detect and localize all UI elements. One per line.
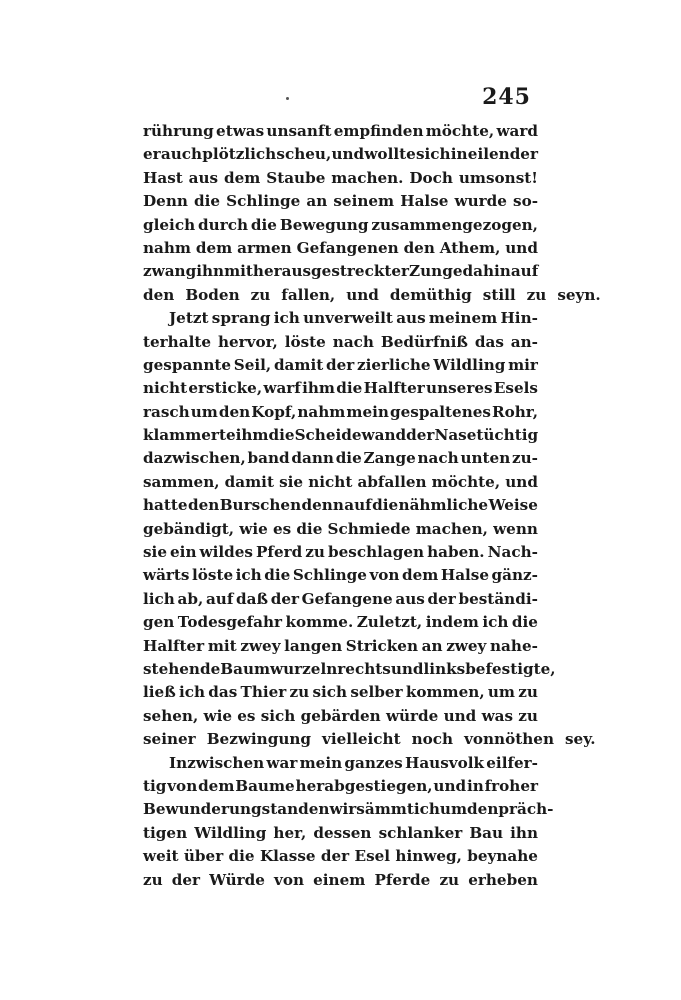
text-line: Denn die Schlinge an seinem Halse wurde so- bbox=[143, 192, 538, 211]
text-line: seiner Bezwingung vielleicht noch vonnöthen sey. bbox=[143, 730, 596, 749]
text-line: dazwischen, band dann die Zange nach unten zu- bbox=[143, 449, 538, 468]
text-line: gespannte Seil, damit der zierliche Wildling mir bbox=[143, 355, 538, 374]
text-line: terhalte hervor, löste nach Bedürfniß das an- bbox=[143, 332, 538, 351]
text-line: gebändigt, wie es die Schmiede machen, wenn bbox=[143, 519, 538, 538]
text-line: er auch plötzlich scheu, und wollte sich in eilender bbox=[143, 145, 538, 164]
text-line: den Boden zu fallen, und demüthig still zu seyn. bbox=[143, 285, 601, 304]
text-line: nicht ersticke, warf ihm die Halfter unseres Esels bbox=[143, 379, 538, 398]
text-line: sehen, wie es sich gebärden würde und was zu bbox=[143, 706, 538, 725]
text-line: hatte den Burschen denn auf die nähmliche Weise bbox=[143, 496, 538, 515]
text-line: gleich durch die Bewegung zusammengezogen, bbox=[143, 215, 538, 234]
text-line: Inzwischen war mein ganzes Hausvolk eilfer- bbox=[169, 753, 538, 772]
text-line: zwang ihn mit herausgestreckter Zunge dahin auf bbox=[143, 262, 539, 281]
text-line: weit über die Klasse der Esel hinweg, beynahe bbox=[143, 847, 538, 866]
text-line: wärts löste ich die Schlinge von dem Halse gänz- bbox=[143, 566, 538, 585]
text-line: zu der Würde von einem Pferde zu erheben bbox=[143, 870, 538, 889]
page-number: 245 bbox=[482, 84, 531, 110]
text-line: sie ein wildes Pferd zu beschlagen haben. Nach- bbox=[143, 543, 538, 562]
text-line: Hast aus dem Staube machen. Doch umsonst! bbox=[143, 168, 538, 187]
text-line: Bewunderung standen wir sämmtich um den präch- bbox=[143, 800, 554, 819]
text-line: sammen, damit sie nicht abfallen möchte, und bbox=[143, 472, 538, 491]
text-line: nahm dem armen Gefangenen den Athem, und bbox=[143, 238, 538, 257]
text-line: ließ ich das Thier zu sich selber kommen, um zu bbox=[143, 683, 538, 702]
text-line: Jetzt sprang ich unverweilt aus meinem Hin- bbox=[169, 309, 538, 328]
print-speck bbox=[286, 97, 289, 100]
body-text bbox=[143, 120, 601, 892]
text-line: lich ab, auf daß der Gefangene aus der beständi- bbox=[143, 589, 538, 608]
text-line: stehende Baumwurzeln rechts und links befestigte, bbox=[143, 659, 556, 678]
text-line: tigen Wildling her, dessen schlanker Bau ihn bbox=[143, 823, 538, 842]
text-line: tig von dem Baume herabgestiegen, und in froher bbox=[143, 776, 538, 795]
text-line: klammerte ihm die Scheidewand der Nase tüchtig bbox=[143, 426, 539, 445]
text-line: gen Todesgefahr komme. Zuletzt, indem ich die bbox=[143, 613, 538, 632]
text-line: rührung etwas unsanft empfinden möchte, ward bbox=[143, 122, 538, 140]
text-line: rasch um den Kopf, nahm mein gespaltenes Rohr, bbox=[143, 402, 538, 421]
text-line: Halfter mit zwey langen Stricken an zwey nahe- bbox=[143, 636, 538, 655]
